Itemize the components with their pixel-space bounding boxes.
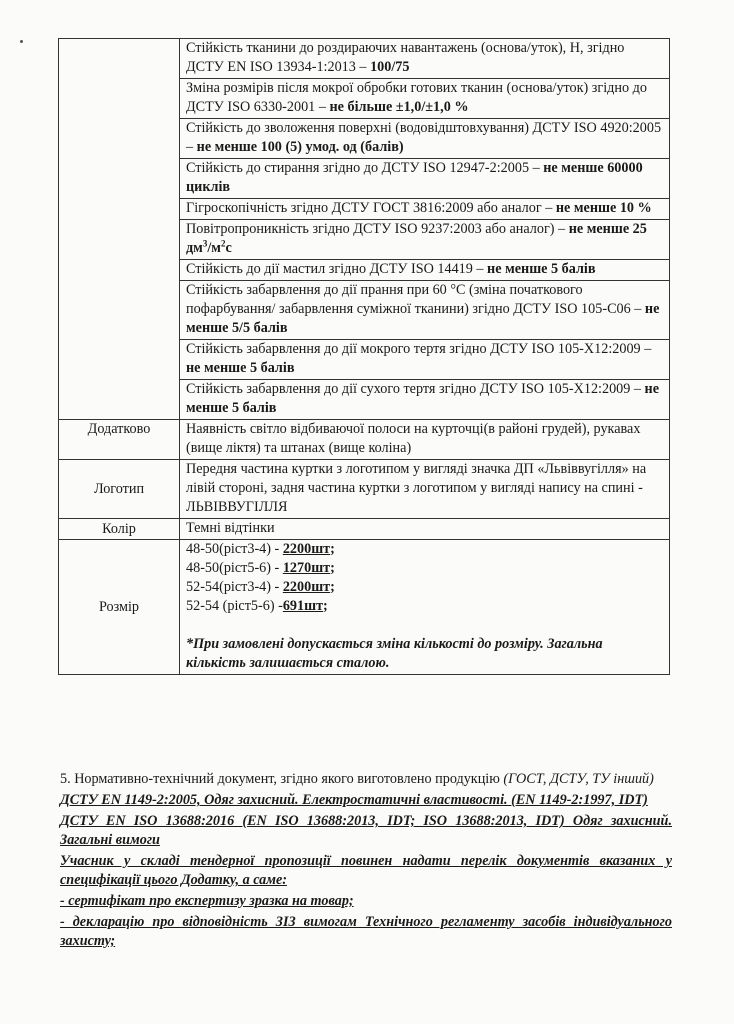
- size-qty: 2200шт: [282, 579, 331, 595]
- standard-doc-1: ДСТУ EN 1149-2:2005, Одяг захисний. Електростатичні властивості. (EN 1149-2:1997, IDT): [60, 792, 648, 808]
- spec-cell: [180, 380, 670, 420]
- table-row: [59, 460, 670, 519]
- spec-value: не менше 5 балів: [487, 261, 596, 277]
- spec-value: не менше 10 %: [555, 200, 652, 216]
- table-row: [59, 420, 670, 460]
- section-intro: [60, 770, 672, 789]
- empty-label-cell: [59, 39, 180, 420]
- spec-value: не менше 100 (5) умод. од (балів): [196, 139, 404, 155]
- spec-value-part: не менше 25 дм: [186, 221, 647, 256]
- spec-value: не більше ±1,0/±1,0 %: [329, 99, 469, 115]
- size-line: [186, 559, 665, 578]
- spec-cell: [180, 340, 670, 380]
- scan-speck: [20, 40, 23, 43]
- spec-text: Стійкість забарвлення до дії сухого тертя згідно ДСТУ ISO 105-X12:2009 –: [186, 381, 645, 397]
- spec-cell: Наявність світло відбиваючої полоси на курточці(в районі грудей), рукавах (вище ліктя) та штанах (вище коліна): [180, 420, 670, 460]
- spec-value: не менше 5 балів: [186, 360, 295, 376]
- spec-cell: [180, 79, 670, 119]
- spec-text: Стійкість забарвлення до дії прання при 60 °С (зміна початкового пофарбування/ забарвлення суміжної тканини) згідно ДСТУ ISO 105-С06 –: [186, 282, 645, 317]
- spec-text: Стійкість до дії мастил згідно ДСТУ ISO 14419 –: [186, 261, 488, 277]
- row-label: Розмір: [59, 540, 180, 675]
- size-end: ;: [330, 541, 335, 557]
- spec-cell: [180, 260, 670, 281]
- size-qty: 1270шт: [282, 560, 331, 576]
- spec-text: Зміна розмірів після мокрої обробки готових тканин (основа/уток) згідно до ДСТУ ISO 6330-2001 –: [186, 80, 647, 115]
- spec-cell: Темні відтінки: [180, 519, 670, 540]
- spec-value: 100/75: [370, 59, 410, 75]
- spec-value: не менше 5/5 балів: [186, 301, 660, 336]
- size-end: ;: [330, 579, 335, 595]
- size-line: [186, 578, 665, 597]
- spacer: [186, 616, 665, 635]
- spec-value: не менше 60000 циклів: [186, 160, 643, 195]
- size-range: 48-50(ріст5-6) -: [186, 560, 283, 576]
- spec-cell: [180, 540, 670, 675]
- requirement-item: - сертифікат про експертизу зразка на товар;: [60, 893, 354, 909]
- section-5: [60, 770, 672, 953]
- size-range: 48-50(ріст3-4) -: [186, 541, 283, 557]
- spec-cell: [180, 159, 670, 199]
- row-label: Логотип: [59, 460, 180, 519]
- table-row: [59, 39, 670, 79]
- spec-cell: [180, 199, 670, 220]
- spec-text: Стійкість до стирання згідно до ДСТУ ISO 12947-2:2005 –: [186, 160, 544, 176]
- row-label: Колір: [59, 519, 180, 540]
- row-label: Додатково: [59, 420, 180, 460]
- spec-cell: Передня частина куртки з логотипом у вигляді значка ДП «Львіввугілля» на лівій стороні, задня частина куртки з логотипом у вигляді напису на спині - ЛЬВІВВУГІЛЛЯ: [180, 460, 670, 519]
- superscript: 3: [202, 238, 208, 249]
- spec-value-part: /м: [207, 240, 221, 256]
- spec-value-part: с: [225, 240, 232, 256]
- size-note: *При замовлені допускається зміна кількості до розміру. Загальна кількість залишається сталою.: [186, 636, 603, 671]
- standard-doc-2: ДСТУ EN ISO 13688:2016 (EN ISO 13688:2013, IDT; ISO 13688:2013, IDT) Одяг захисний. Загальні вимоги: [60, 813, 672, 848]
- spec-cell: [180, 220, 670, 260]
- table-row: [59, 519, 670, 540]
- size-line: [186, 597, 665, 616]
- specification-table: [58, 38, 670, 675]
- spec-cell: [180, 119, 670, 159]
- spec-text: Гігроскопічність згідно ДСТУ ГОСТ 3816:2009 або аналог –: [186, 200, 556, 216]
- requirement-text: Учасник у складі тендерної пропозиції повинен надати перелік документів вказаних у специфікації цього Додатку, а саме:: [60, 853, 672, 888]
- table-row: [59, 540, 670, 675]
- spec-text: Стійкість забарвлення до дії мокрого тертя згідно ДСТУ ISO 105-X12:2009 –: [186, 341, 652, 357]
- spec-value: не менше 5 балів: [186, 381, 660, 416]
- section-intro-hint: (ГОСТ, ДСТУ, ТУ інший): [503, 771, 654, 787]
- size-range: 52-54(ріст3-4) -: [186, 579, 283, 595]
- size-qty: 691шт: [282, 598, 324, 614]
- spec-cell: [180, 281, 670, 340]
- size-line: [186, 540, 665, 559]
- spec-text: Повітропроникність згідно ДСТУ ISO 9237:2003 або аналог) –: [186, 221, 569, 237]
- size-range: 52-54 (ріст5-6) -: [186, 598, 283, 614]
- size-qty: 2200шт: [282, 541, 331, 557]
- spec-text: Стійкість тканини до роздираючих навантажень (основа/уток), Н, згідно ДСТУ EN ISO 13934-1:2013 –: [186, 40, 625, 75]
- requirement-item: - декларацію про відповідність ЗІЗ вимогам Технічного регламенту засобів індивідуального захисту;: [60, 914, 672, 949]
- spec-text: Стійкість до зволоження поверхні (водовідштовхування) ДСТУ ISO 4920:2005 –: [186, 120, 662, 155]
- section-intro-text: 5. Нормативно-технічний документ, згідно якого виготовлено продукцію: [60, 771, 504, 787]
- superscript: 2: [220, 238, 226, 249]
- size-end: ;: [330, 560, 335, 576]
- size-end: ;: [323, 598, 328, 614]
- spec-cell: [180, 39, 670, 79]
